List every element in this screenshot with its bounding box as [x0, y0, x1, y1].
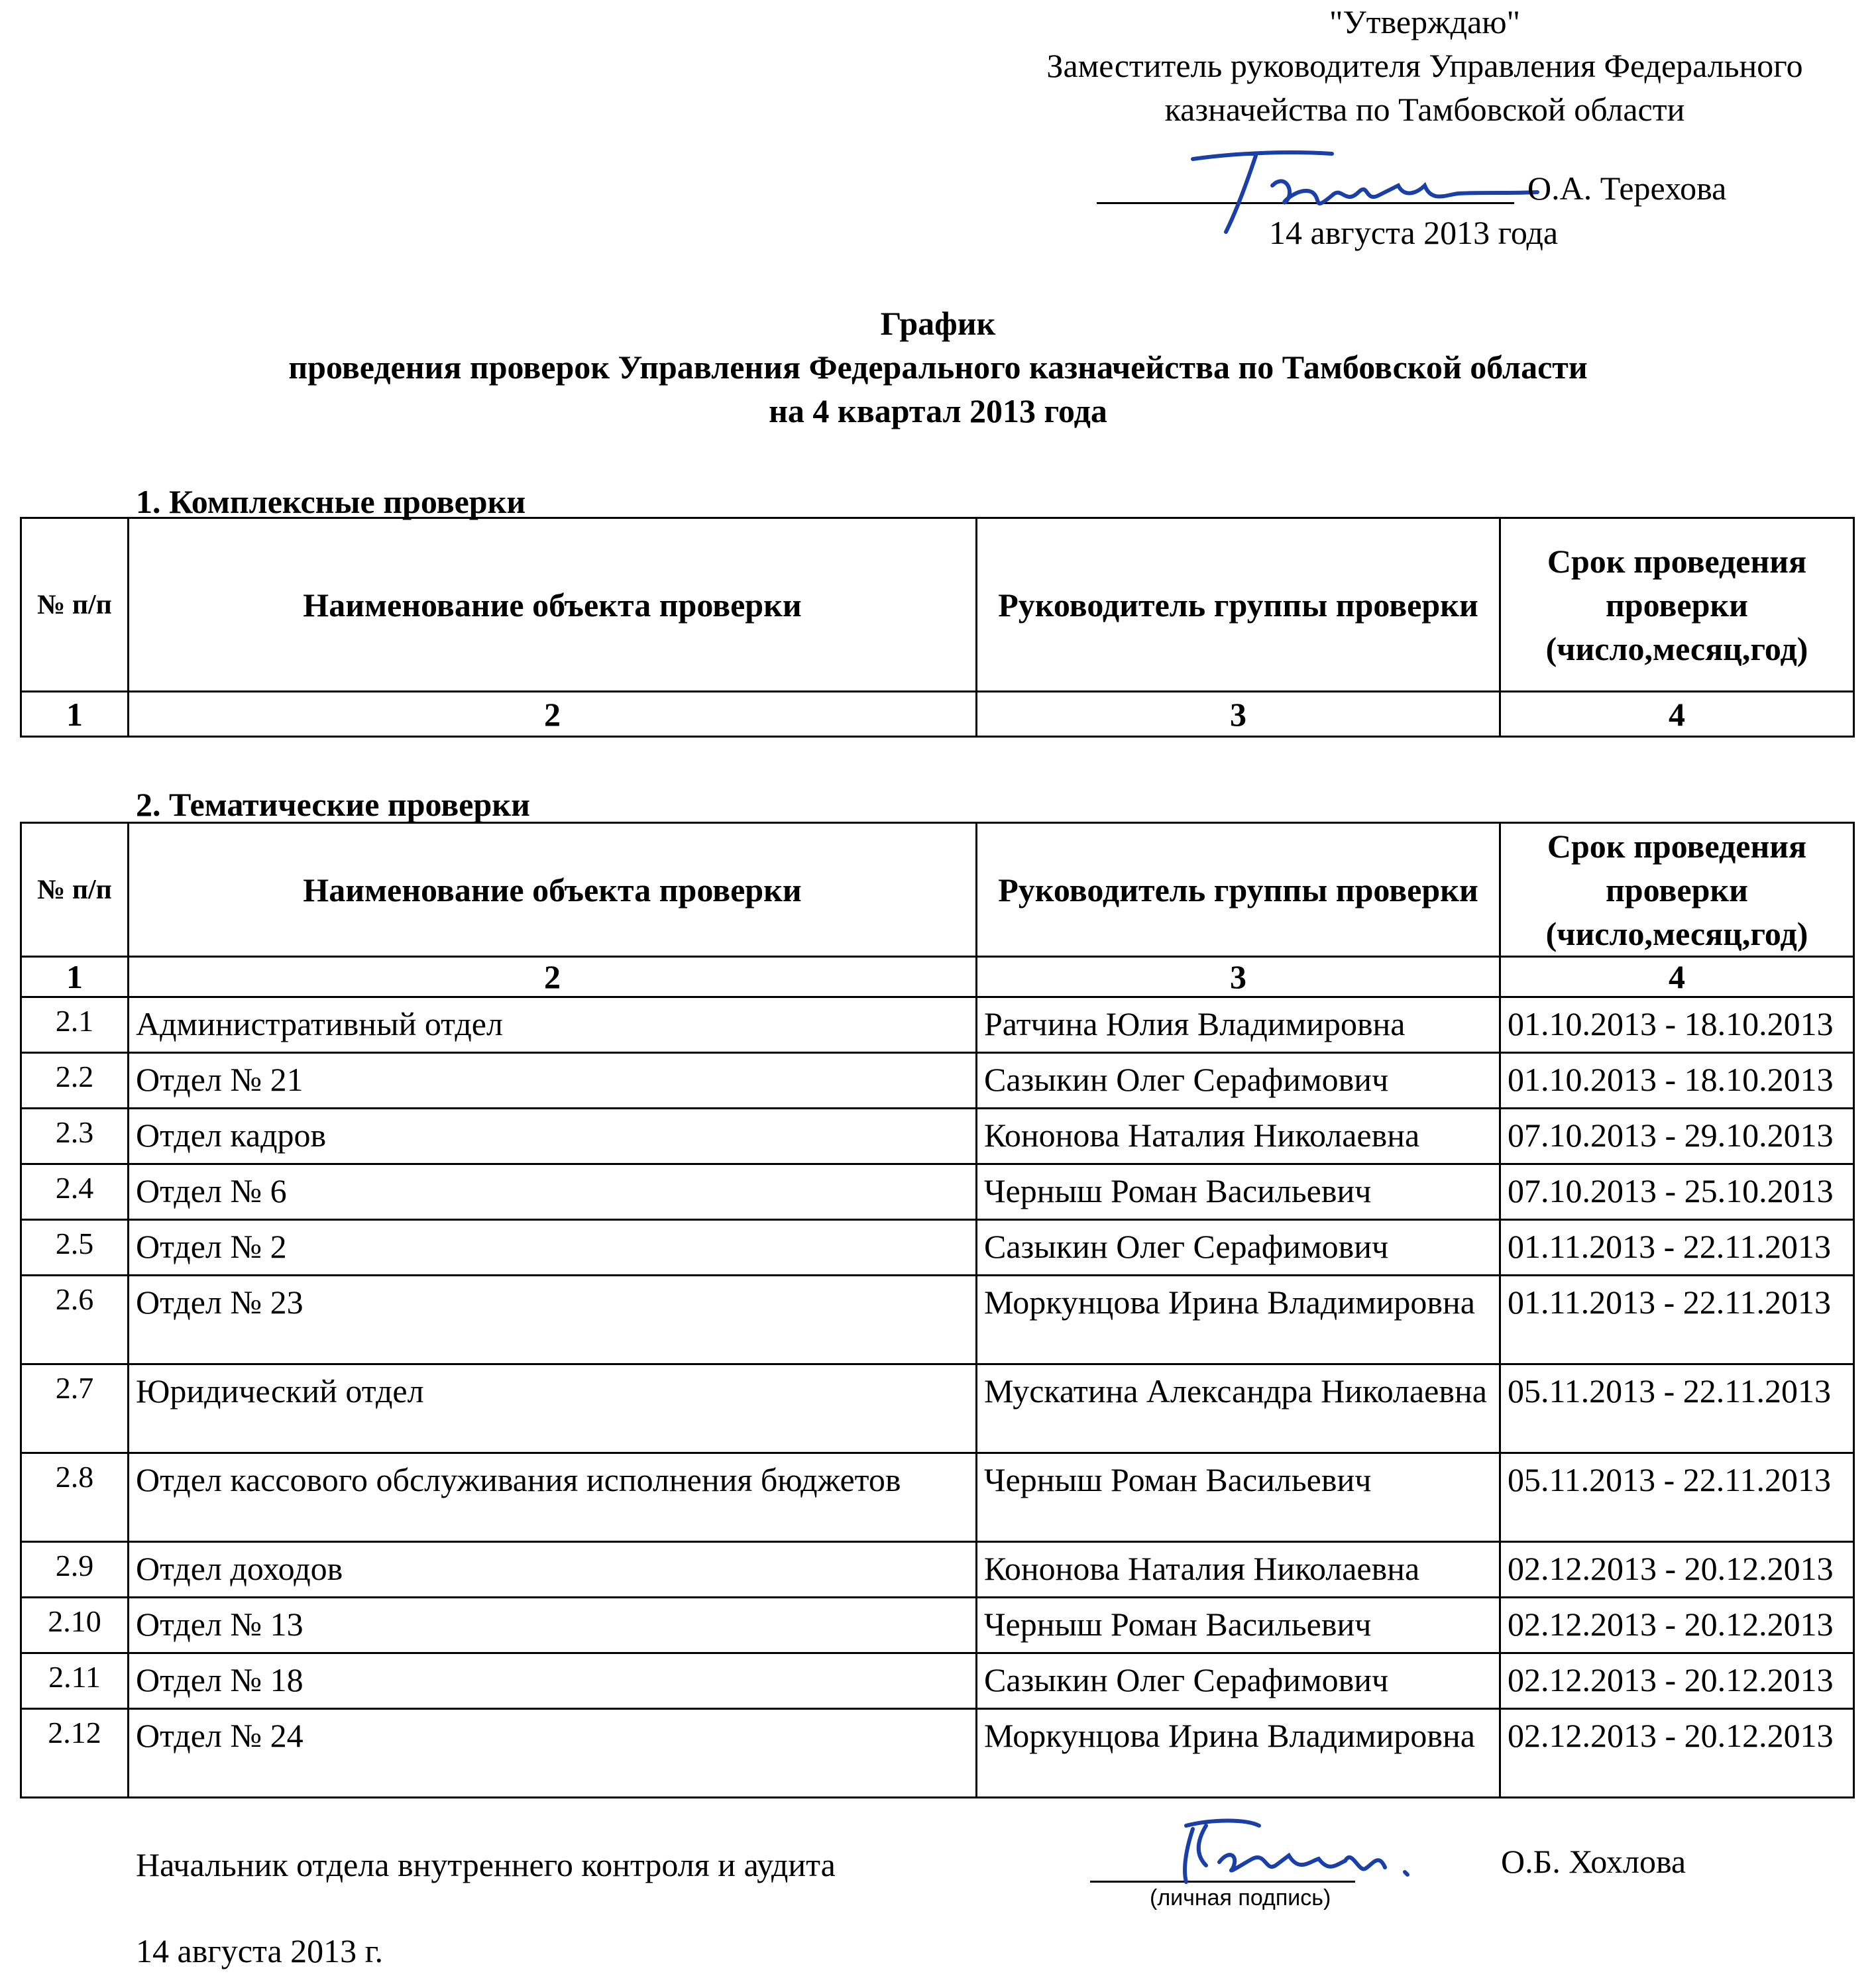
header-object: Наименование объекта проверки [129, 823, 977, 957]
row-leader: Кононова Наталия Николаевна [977, 1542, 1500, 1598]
footer-date: 14 августа 2013 г. [136, 1932, 384, 1969]
row-leader: Ратчина Юлия Владимировна [977, 997, 1500, 1053]
row-term: 07.10.2013 - 25.10.2013 [1500, 1164, 1854, 1220]
column-number: 2 [129, 692, 977, 737]
row-leader: Сазыкин Олег Серафимович [977, 1653, 1500, 1709]
row-object: Отдел кадров [129, 1109, 977, 1164]
row-object: Отдел № 2 [129, 1220, 977, 1276]
row-object: Отдел № 18 [129, 1653, 977, 1709]
footer-signature-caption: (личная подпись) [1150, 1885, 1331, 1910]
header-term-line1: Срок проведения [1547, 542, 1807, 580]
title-line-3: на 4 квартал 2013 года [769, 392, 1107, 429]
section1-header-row [21, 518, 1854, 692]
footer-position: Начальник отдела внутреннего контроля и аудита [136, 1846, 836, 1883]
column-number: 4 [1500, 957, 1854, 997]
row-object: Административный отдел [129, 997, 977, 1053]
header-num: № п/п [21, 823, 129, 957]
footer-signature-scribble [1166, 1809, 1464, 1895]
header-leader: Руководитель группы проверки [977, 823, 1500, 957]
header-object: Наименование объекта проверки [129, 518, 977, 692]
row-term: 02.12.2013 - 20.12.2013 [1500, 1709, 1854, 1798]
row-term: 02.12.2013 - 20.12.2013 [1500, 1542, 1854, 1598]
row-object: Отдел № 6 [129, 1164, 977, 1220]
approval-position-line1: Заместитель руководителя Управления Федерального [1046, 47, 1803, 84]
header-term-line3: (число,месяц,год) [1545, 630, 1808, 667]
column-number: 2 [129, 957, 977, 997]
table-row [21, 997, 1854, 1053]
row-object: Отдел № 23 [129, 1276, 977, 1364]
table-row [21, 1542, 1854, 1598]
column-number: 3 [977, 692, 1500, 737]
header-term-line1: Срок проведения [1547, 827, 1807, 865]
row-leader: Сазыкин Олег Серафимович [977, 1053, 1500, 1109]
header-num: № п/п [21, 518, 129, 692]
row-object: Юридический отдел [129, 1364, 977, 1453]
row-number: 2.11 [21, 1653, 129, 1709]
table-row [21, 1053, 1854, 1109]
approval-block [981, 0, 1869, 131]
row-number: 2.5 [21, 1220, 129, 1276]
row-number: 2.8 [21, 1453, 129, 1542]
row-number: 2.9 [21, 1542, 129, 1598]
title-line-2: проведения проверок Управления Федерального казначейства по Тамбовской области [288, 349, 1588, 386]
table-row [21, 1164, 1854, 1220]
row-leader: Кононова Наталия Николаевна [977, 1109, 1500, 1164]
row-term: 05.11.2013 - 22.11.2013 [1500, 1453, 1854, 1542]
section1-table [20, 517, 1855, 738]
table-row [21, 1109, 1854, 1164]
row-number: 2.4 [21, 1164, 129, 1220]
row-term: 07.10.2013 - 29.10.2013 [1500, 1109, 1854, 1164]
row-number: 2.7 [21, 1364, 129, 1453]
section2-rows [21, 997, 1854, 1798]
row-number: 2.6 [21, 1276, 129, 1364]
table-row [21, 1220, 1854, 1276]
row-term: 01.10.2013 - 18.10.2013 [1500, 1053, 1854, 1109]
section1-column-numbers-row [21, 692, 1854, 737]
row-term: 02.12.2013 - 20.12.2013 [1500, 1598, 1854, 1653]
approval-date: 14 августа 2013 года [1269, 214, 1559, 251]
header-term [1500, 823, 1854, 957]
row-object: Отдел доходов [129, 1542, 977, 1598]
column-number: 1 [21, 957, 129, 997]
row-leader: Черныш Роман Васильевич [977, 1164, 1500, 1220]
table-row [21, 1598, 1854, 1653]
header-term-line2: проверки [1606, 586, 1748, 624]
row-number: 2.10 [21, 1598, 129, 1653]
header-term-line3: (число,месяц,год) [1545, 914, 1808, 952]
table-row [21, 1453, 1854, 1542]
approval-heading: "Утверждаю" [1329, 3, 1521, 40]
header-term [1500, 518, 1854, 692]
section2-title: 2. Тематические проверки [136, 786, 530, 823]
table-row [21, 1276, 1854, 1364]
row-term: 05.11.2013 - 22.11.2013 [1500, 1364, 1854, 1453]
approval-signatory: О.А. Терехова [1527, 170, 1727, 207]
title-line-1: График [880, 305, 996, 342]
row-object: Отдел № 13 [129, 1598, 977, 1653]
table-row [21, 1364, 1854, 1453]
title-line-wrap [0, 302, 1876, 433]
header-leader: Руководитель группы проверки [977, 518, 1500, 692]
approval-position-line2: казначейства по Тамбовской области [1164, 91, 1685, 128]
section2-column-numbers-row [21, 957, 1854, 997]
row-object: Отдел № 21 [129, 1053, 977, 1109]
row-number: 2.1 [21, 997, 129, 1053]
header-term-line2: проверки [1606, 871, 1748, 909]
section1-title: 1. Комплексные проверки [136, 483, 526, 520]
row-leader: Моркунцова Ирина Владимировна [977, 1709, 1500, 1798]
row-term: 01.11.2013 - 22.11.2013 [1500, 1220, 1854, 1276]
row-leader: Черныш Роман Васильевич [977, 1598, 1500, 1653]
row-object: Отдел кассового обслуживания исполнения бюджетов [129, 1453, 977, 1542]
row-number: 2.2 [21, 1053, 129, 1109]
row-leader: Мускатина Александра Николаевна [977, 1364, 1500, 1453]
row-term: 02.12.2013 - 20.12.2013 [1500, 1653, 1854, 1709]
row-leader: Моркунцова Ирина Владимировна [977, 1276, 1500, 1364]
table-row [21, 1709, 1854, 1798]
row-leader: Сазыкин Олег Серафимович [977, 1220, 1500, 1276]
column-number: 4 [1500, 692, 1854, 737]
section2-header-row [21, 823, 1854, 957]
row-object: Отдел № 24 [129, 1709, 977, 1798]
column-number: 3 [977, 957, 1500, 997]
footer-signatory: О.Б. Хохлова [1501, 1843, 1686, 1880]
row-leader: Черныш Роман Васильевич [977, 1453, 1500, 1542]
section2-table [20, 822, 1855, 1798]
row-term: 01.10.2013 - 18.10.2013 [1500, 997, 1854, 1053]
row-number: 2.3 [21, 1109, 129, 1164]
table-row [21, 1653, 1854, 1709]
row-term: 01.11.2013 - 22.11.2013 [1500, 1276, 1854, 1364]
column-number: 1 [21, 692, 129, 737]
row-number: 2.12 [21, 1709, 129, 1798]
document-title-text [0, 302, 1876, 433]
